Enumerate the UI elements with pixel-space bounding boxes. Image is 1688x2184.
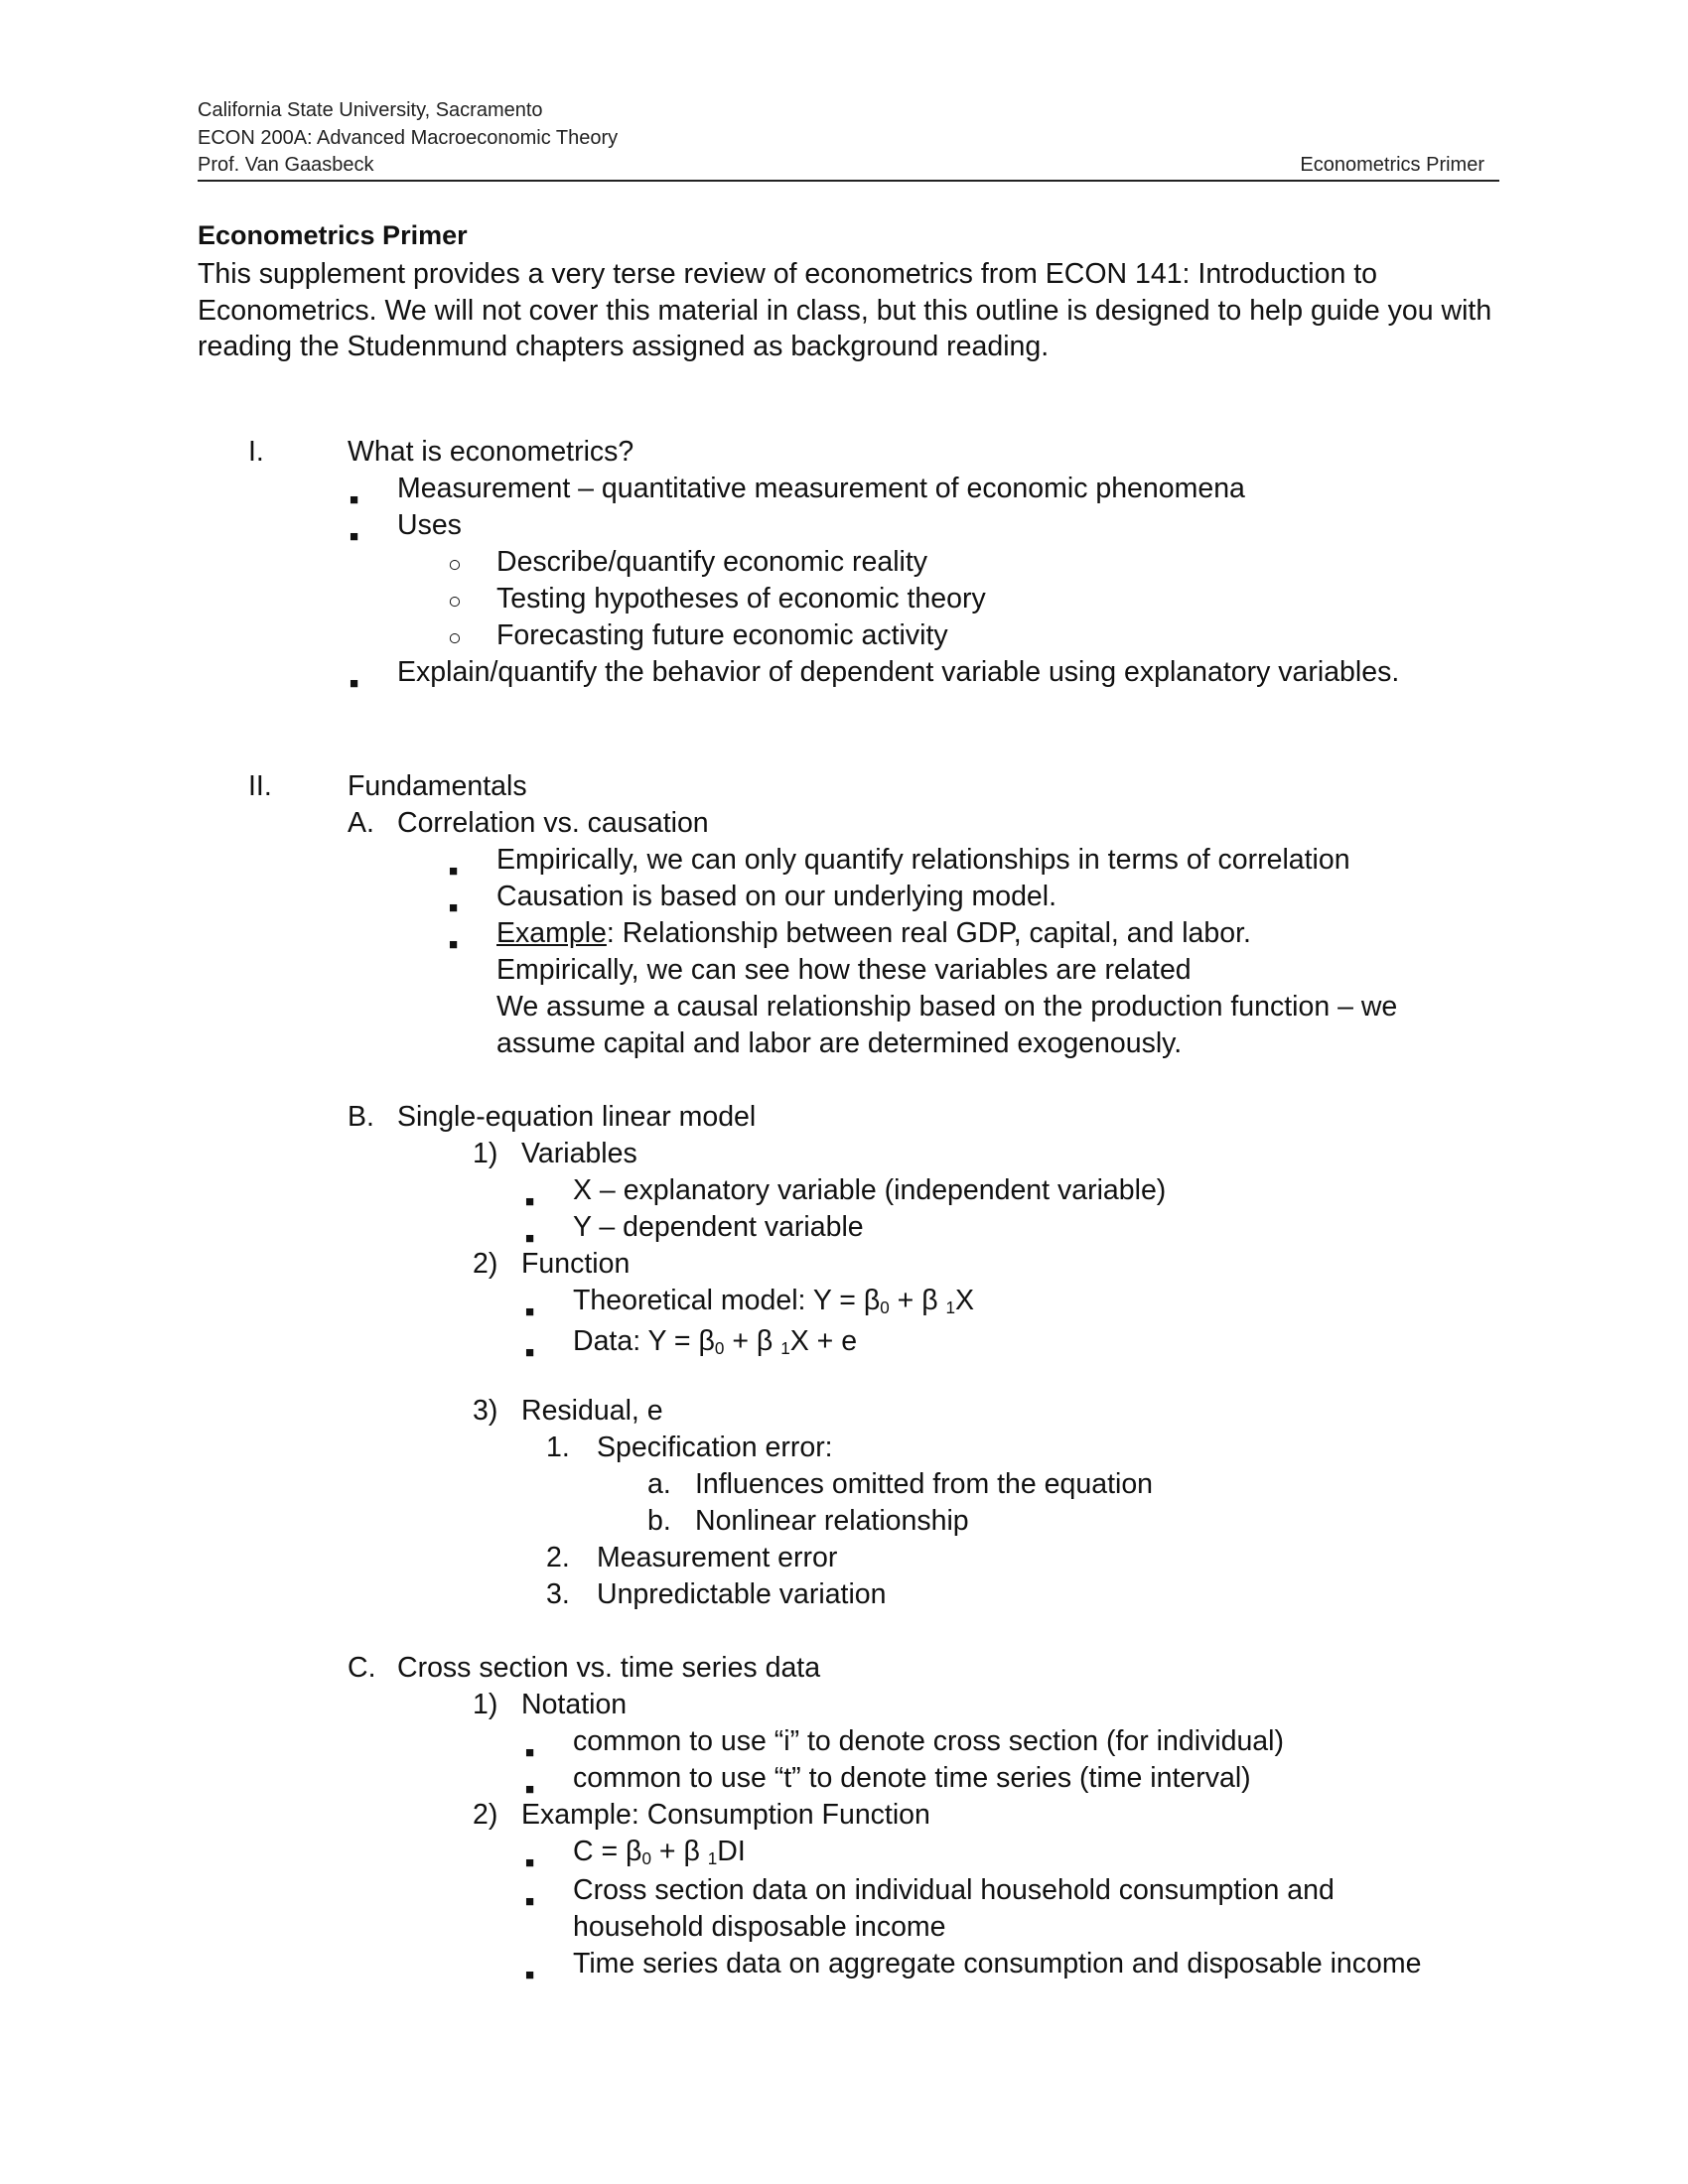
eq-subscript: 1 (945, 1298, 956, 1318)
subsection-c-label: Cross section vs. time series data (397, 1652, 821, 1684)
list-item: Testing hypotheses of economic theory (496, 583, 986, 614)
list-item: Describe/quantify economic reality (496, 546, 928, 578)
item-letter: a. (647, 1468, 671, 1500)
section-2-number: II. (248, 770, 272, 802)
list-item: Empirically, we can only quantify relationships in terms of correlation (496, 844, 1350, 876)
example-label: Example (496, 917, 607, 949)
section-1-number: I. (248, 436, 264, 468)
theoretical-model-equation (573, 1283, 974, 1323)
list-item: Forecasting future economic activity (496, 619, 948, 651)
eq-part: Data: Y = β (573, 1325, 715, 1357)
example-line-4: assume capital and labor are determined exogenously. (496, 1027, 1183, 1059)
square-bullet-icon: ■ (525, 1893, 535, 1910)
square-bullet-icon: ■ (449, 863, 459, 880)
eq-part: X (955, 1285, 975, 1316)
square-bullet-icon: ■ (449, 899, 459, 916)
list-item-continuation: household disposable income (573, 1911, 946, 1943)
section-2-heading: Fundamentals (348, 770, 527, 802)
item-number: 2) (473, 1799, 498, 1831)
square-bullet-icon: ■ (449, 936, 459, 953)
item-number: 2. (546, 1542, 570, 1573)
eq-subscript: 0 (641, 1849, 651, 1869)
circle-bullet-icon: ○ (448, 624, 462, 650)
example-line-3: We assume a causal relationship based on the production function – we (496, 991, 1398, 1023)
list-item: Nonlinear relationship (695, 1505, 969, 1537)
list-item: Measurement – quantitative measurement of economic phenomena (397, 473, 1245, 504)
list-item: common to use “i” to denote cross section (for individual) (573, 1725, 1284, 1757)
square-bullet-icon: ■ (525, 1967, 535, 1983)
subsection-a-letter: A. (348, 807, 374, 839)
item-letter: b. (647, 1505, 671, 1537)
circle-bullet-icon: ○ (448, 551, 462, 577)
list-item: Explain/quantify the behavior of dependent variable using explanatory variables. (397, 656, 1400, 688)
item-label: Function (521, 1248, 631, 1280)
item-number: 1. (546, 1432, 570, 1463)
square-bullet-icon: ■ (350, 528, 359, 545)
list-item: X – explanatory variable (independent variable) (573, 1174, 1167, 1206)
subsection-b-letter: B. (348, 1101, 374, 1133)
consumption-equation (573, 1834, 746, 1874)
section-1-heading: What is econometrics? (348, 436, 634, 468)
eq-part: Theoretical model: Y = β (573, 1285, 881, 1316)
eq-subscript: 0 (880, 1298, 890, 1318)
list-item: Cross section data on individual household consumption and (573, 1874, 1335, 1906)
square-bullet-icon: ■ (525, 1344, 535, 1361)
list-item: Unpredictable variation (597, 1578, 887, 1610)
list-item: Y – dependent variable (573, 1211, 864, 1243)
eq-part: + β (724, 1325, 781, 1357)
square-bullet-icon: ■ (525, 1854, 535, 1871)
eq-part: + β (889, 1285, 946, 1316)
subsection-c-letter: C. (348, 1652, 376, 1684)
list-item: Measurement error (597, 1542, 838, 1573)
square-bullet-icon: ■ (525, 1303, 535, 1320)
eq-part: X + e (789, 1325, 858, 1357)
document-title: Econometrics Primer (198, 220, 468, 250)
square-bullet-icon: ■ (525, 1744, 535, 1761)
header-professor: Prof. Van Gaasbeck (198, 154, 374, 176)
item-label: Example: Consumption Function (521, 1799, 930, 1831)
eq-subscript: 1 (707, 1849, 718, 1869)
square-bullet-icon: ■ (525, 1193, 535, 1210)
header-doc-title: Econometrics Primer (1300, 154, 1484, 176)
example-text: : Relationship between real GDP, capital, and labor. (606, 917, 1251, 949)
intro-paragraph: This supplement provides a very terse review of econometrics from ECON 141: Introduction to Econometrics. We will not cover this material in class, but this outline is designed to help guide you with reading the Studenmund chapters assigned as background reading. (198, 258, 1492, 363)
eq-subscript: 0 (714, 1339, 725, 1359)
subsection-b-label: Single-equation linear model (397, 1101, 757, 1133)
header-course: ECON 200A: Advanced Macroeconomic Theory (198, 126, 619, 149)
item-number: 3) (473, 1395, 498, 1427)
square-bullet-icon: ■ (350, 675, 359, 692)
item-label: Variables (521, 1138, 637, 1169)
eq-subscript: 1 (780, 1339, 790, 1359)
eq-part: + β (650, 1836, 708, 1867)
list-item: Time series data on aggregate consumption and disposable income (573, 1948, 1422, 1979)
page-header (198, 97, 1499, 182)
square-bullet-icon: ■ (525, 1230, 535, 1247)
item-label: Residual, e (521, 1395, 663, 1427)
example-line (496, 915, 1251, 952)
header-university: California State University, Sacramento (198, 99, 543, 121)
example-line-2: Empirically, we can see how these variables are related (496, 954, 1192, 986)
data-model-equation (573, 1323, 857, 1364)
item-number: 2) (473, 1248, 498, 1280)
item-number: 3. (546, 1578, 570, 1610)
subsection-a-label: Correlation vs. causation (397, 807, 709, 839)
circle-bullet-icon: ○ (448, 588, 462, 614)
list-item: common to use “t” to denote time series (time interval) (573, 1762, 1251, 1794)
item-label: Notation (521, 1689, 628, 1720)
list-item: Uses (397, 509, 462, 541)
item-number: 1) (473, 1138, 498, 1169)
list-item: Causation is based on our underlying model. (496, 881, 1057, 912)
square-bullet-icon: ■ (525, 1781, 535, 1798)
eq-part: C = β (573, 1836, 642, 1867)
list-item: Specification error: (597, 1432, 833, 1463)
eq-part: DI (717, 1836, 746, 1867)
list-item: Influences omitted from the equation (695, 1468, 1154, 1500)
item-number: 1) (473, 1689, 498, 1720)
square-bullet-icon: ■ (350, 491, 359, 508)
